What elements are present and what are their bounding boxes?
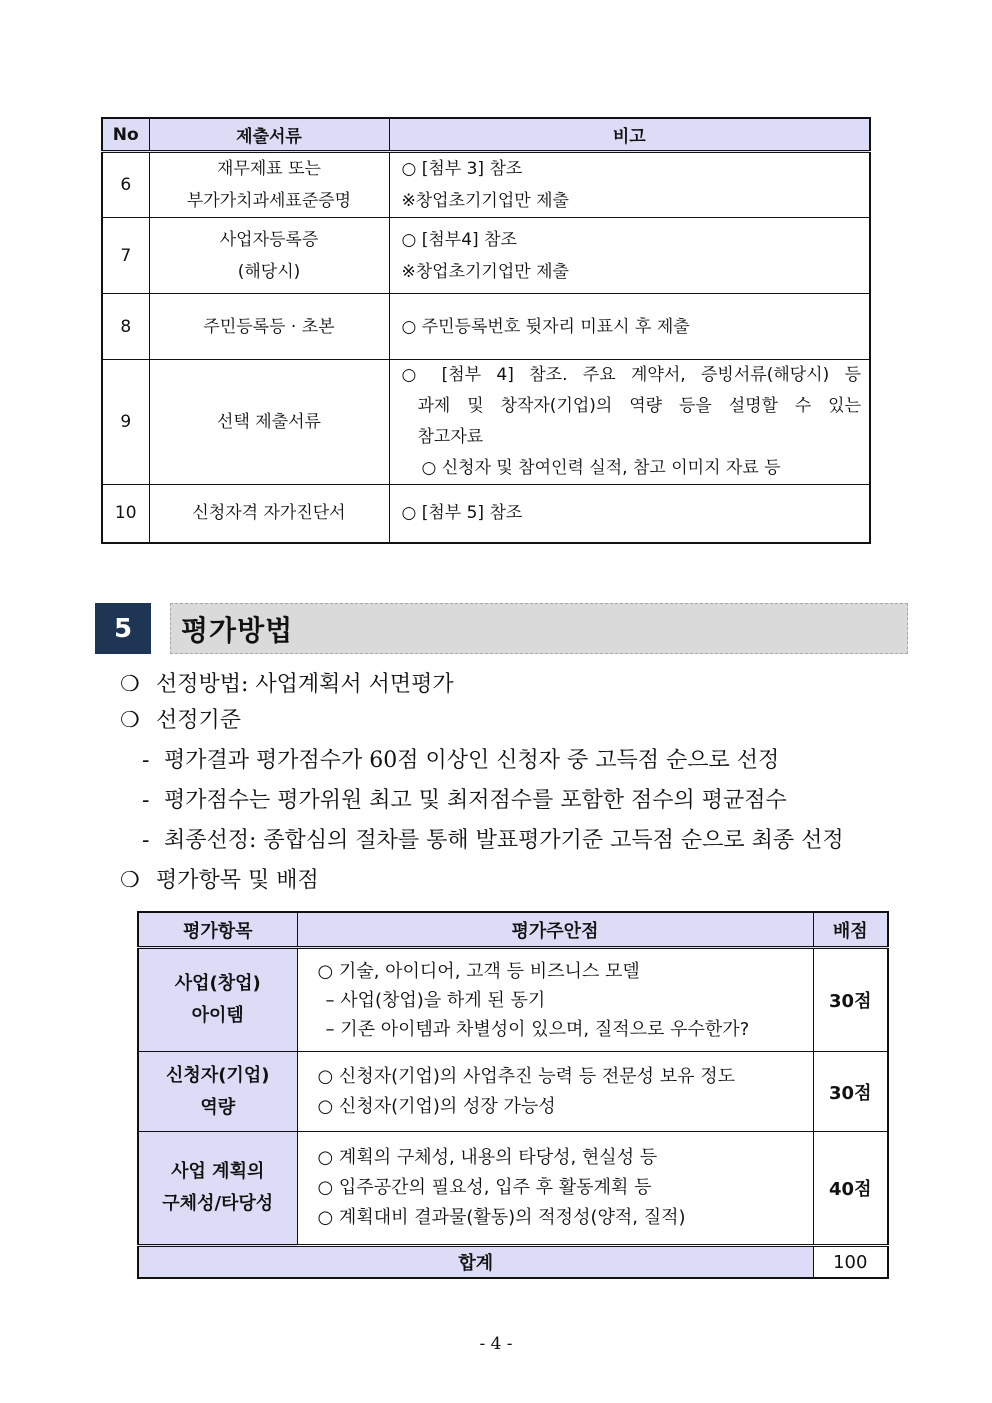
table-row — [138, 1132, 888, 1246]
table-row — [138, 1052, 888, 1132]
total-label: 합계 — [138, 1246, 813, 1279]
eval-focus: ○ 기술, 아이디어, 고객 등 비즈니스 모델 – 사업(창업)을 하게 된 동기 – 기존 아이템과 차별성이 있으며, 질적으로 우수한가? — [297, 948, 813, 1052]
row-document: 신청자격 자가진단서 — [149, 485, 389, 543]
section-title: 평가방법 — [181, 613, 294, 647]
row-note: ○ [첨부 3] 참조 ※창업초기기업만 제출 — [389, 152, 870, 218]
total-row — [138, 1246, 888, 1279]
documents-table — [101, 117, 871, 544]
table-row — [102, 218, 870, 294]
table-row — [102, 152, 870, 218]
criteria-item: - 평가점수는 평가위원 최고 및 최저점수를 포함한 점수의 평균점수 — [142, 786, 787, 816]
table-row — [138, 948, 888, 1052]
row-document: 선택 제출서류 — [149, 360, 389, 485]
table-row — [102, 360, 870, 485]
bullet-selection-criteria: ❍ 선정기준 — [120, 706, 241, 736]
header-note: 비고 — [389, 118, 870, 152]
header-document: 제출서류 — [149, 118, 389, 152]
row-note: ○ [첨부 5] 참조 — [389, 485, 870, 543]
eval-item: 사업(창업) 아이템 — [138, 948, 297, 1052]
bullet-selection-method: ❍ 선정방법: 사업계획서 서면평가 — [120, 670, 454, 700]
row-document: 재무제표 또는 부가가치과세표준증명 — [149, 152, 389, 218]
eval-points: 40점 — [813, 1132, 888, 1246]
section-number: 5 — [95, 603, 151, 654]
table-row — [102, 485, 870, 543]
row-note: ○ 주민등록번호 뒷자리 미표시 후 제출 — [389, 294, 870, 360]
dash-icon: - — [142, 748, 150, 773]
bullet-icon: ❍ — [120, 672, 140, 697]
row-no: 7 — [102, 218, 149, 294]
criteria-item: - 최종선정: 종합심의 절차를 통해 발표평가기준 고득점 순으로 최종 선정 — [142, 826, 844, 856]
row-note: ○ [첨부 4] 참조. 주요 계약서, 증빙서류(해당시) 등 과제 및 창작자(기업)의 역량 등을 설명할 수 있는 참고자료 ○ 신청자 및 참여인력 실적, 참고 이미지 자료 등 — [389, 360, 870, 485]
section-title-bar — [170, 603, 908, 654]
header-item: 평가항목 — [138, 912, 297, 948]
row-no: 10 — [102, 485, 149, 543]
bullet-icon: ❍ — [120, 708, 140, 733]
dash-icon: - — [142, 788, 150, 813]
dash-icon: - — [142, 828, 150, 853]
eval-item: 사업 계획의 구체성/타당성 — [138, 1132, 297, 1246]
row-document: 사업자등록증 (해당시) — [149, 218, 389, 294]
bullet-eval-items: ❍ 평가항목 및 배점 — [120, 866, 319, 896]
row-note: ○ [첨부4] 참조 ※창업초기기업만 제출 — [389, 218, 870, 294]
evaluation-table — [137, 911, 889, 1279]
evaluation-table-header — [138, 912, 888, 948]
criteria-item: - 평가결과 평가점수가 60점 이상인 신청자 중 고득점 순으로 선정 — [142, 746, 779, 776]
header-points: 배점 — [813, 912, 888, 948]
eval-focus: ○ 계획의 구체성, 내용의 타당성, 현실성 등 ○ 입주공간의 필요성, 입주 후 활동계획 등 ○ 계획대비 결과물(활동)의 적정성(양적, 질적) — [297, 1132, 813, 1246]
eval-focus: ○ 신청자(기업)의 사업추진 능력 등 전문성 보유 정도 ○ 신청자(기업)의 성장 가능성 — [297, 1052, 813, 1132]
row-document: 주민등록등 · 초본 — [149, 294, 389, 360]
row-no: 9 — [102, 360, 149, 485]
page-number: - 4 - — [479, 1334, 513, 1354]
eval-points: 30점 — [813, 1052, 888, 1132]
header-no: No — [102, 118, 149, 152]
table-row — [102, 294, 870, 360]
total-value: 100 — [813, 1246, 888, 1279]
eval-item: 신청자(기업) 역량 — [138, 1052, 297, 1132]
documents-table-header — [102, 118, 870, 152]
header-focus: 평가주안점 — [297, 912, 813, 948]
bullet-icon: ❍ — [120, 868, 140, 893]
row-no: 6 — [102, 152, 149, 218]
row-no: 8 — [102, 294, 149, 360]
eval-points: 30점 — [813, 948, 888, 1052]
